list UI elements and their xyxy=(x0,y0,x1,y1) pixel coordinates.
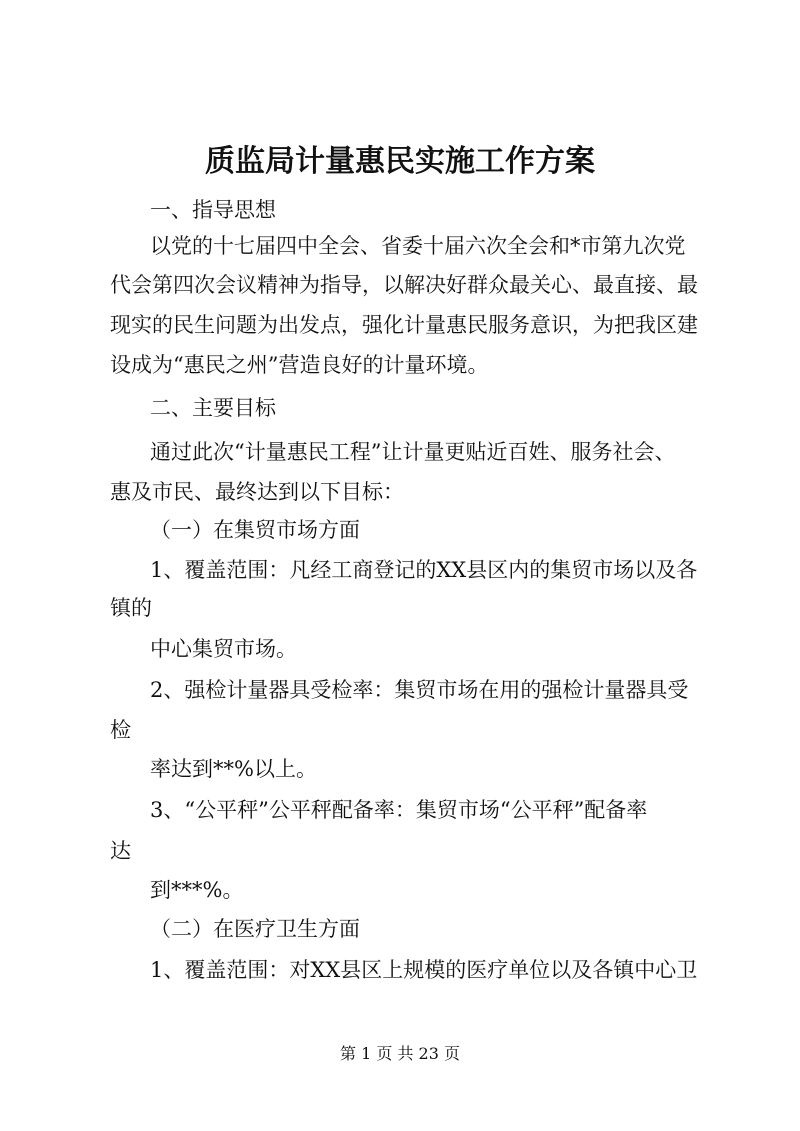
document-title: 质监局计量惠民实施工作方案 xyxy=(205,144,595,179)
list-item: 1、覆盖范围：凡经工商登记的XX县区内的集贸市场以及各 xyxy=(150,558,698,582)
section-heading-main-goals: 二、主要目标 xyxy=(150,396,276,420)
paragraph-line: 设成为“惠民之州”营造良好的计量环境。 xyxy=(110,353,489,377)
page-number-footer: 第 1 页 共 23 页 xyxy=(340,1044,460,1063)
list-item-continuation: 镇的 xyxy=(110,596,152,620)
paragraph-line: 通过此次“计量惠民工程”让计量更贴近百姓、服务社会、 xyxy=(150,440,676,464)
paragraph-line: 以党的十七届四中全会、省委十届六次全会和*市第九次党 xyxy=(150,234,686,258)
list-item: 1、覆盖范围：对XX县区上规模的医疗单位以及各镇中心卫 xyxy=(150,958,698,982)
paragraph-line: 惠及市民、最终达到以下目标： xyxy=(110,480,404,504)
paragraph-line: 现实的民生问题为出发点，强化计量惠民服务意识，为把我区建 xyxy=(110,313,698,337)
list-item-continuation: 中心集贸市场。 xyxy=(150,637,297,661)
subsection-heading-medical: （二）在医疗卫生方面 xyxy=(150,917,360,941)
section-heading-guiding-ideology: 一、指导思想 xyxy=(150,198,276,222)
list-item: 3、“公平秤”公平秤配备率：集贸市场“公平秤”配备率 xyxy=(150,798,648,822)
list-item-continuation: 率达到**%以上。 xyxy=(150,757,317,781)
subsection-heading-markets: （一）在集贸市场方面 xyxy=(150,518,360,542)
paragraph-line: 代会第四次会议精神为指导，以解决好群众最关心、最直接、最 xyxy=(110,273,698,297)
list-item-continuation: 检 xyxy=(110,718,131,742)
list-item-continuation: 达 xyxy=(110,839,131,863)
list-item: 2、强检计量器具受检率：集贸市场在用的强检计量器具受 xyxy=(150,678,689,702)
list-item-continuation: 到***%。 xyxy=(150,878,244,902)
